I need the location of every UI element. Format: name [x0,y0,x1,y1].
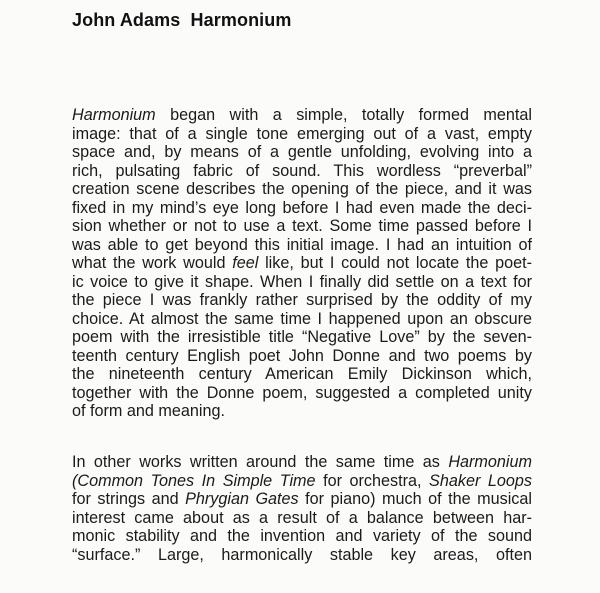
text-line [72,199,532,217]
text-line [72,347,532,365]
text-line [72,217,532,235]
text-run: “surface.” Large, harmonically stable key areas, often [72,545,532,564]
text-run: for orchestra, [315,471,430,490]
text-line [72,384,532,402]
text-run: of form and meaning. [72,402,225,420]
text-run: for strings and [72,490,186,508]
text-run: sion whether or not to use a text. Some time passed before I [72,217,532,235]
text-run: rich, pulsating fabric of sound. This wordless “preverbal” [72,161,532,180]
text-line [72,180,532,198]
text-line [72,162,532,180]
text-run: for piano) much of the musical [298,490,532,508]
text-run: In other works written around the same time as [72,453,449,471]
text-line [72,328,532,346]
italic-text: feel [232,254,259,272]
text-run: creation scene describes the opening of the piece, and it was [72,180,532,198]
text-run: the nineteenth century American Emily Dickinson which, [72,365,532,383]
text-line [72,402,225,420]
text-line [72,291,532,309]
text-line [72,273,532,291]
text-run: fixed in my mind’s eye long before I had even made the deci- [72,198,532,217]
text-line [72,453,532,471]
text-run: teenth century English poet John Donne and two poems by [72,346,532,365]
text-line [72,509,532,527]
text-run: choice. At almost the same time I happened upon an obscure [72,309,532,328]
italic-text: Phrygian Gates [185,490,299,508]
text-line [72,254,532,272]
text-run: the piece I was frankly rather surprised by the oddity of my [72,291,532,309]
italic-text: (Common Tones In Simple Time [72,471,316,490]
text-line [72,490,532,508]
text-line [72,365,532,383]
text-run: space and, by means of a gentle unfolding, evolving into a [72,143,532,161]
text-run: what the work would [72,254,233,272]
italic-text: Shaker Loops [429,471,532,490]
text-run: interest came about as a result of a balance between har- [72,508,532,527]
italic-text: Harmonium [72,106,156,124]
text-run: began with a simple, totally formed mental [155,106,532,124]
text-line [72,236,532,254]
italic-text: Harmonium [448,453,532,471]
text-line [72,310,532,328]
text-run: ic voice to give it shape. When I finally did settle on a text for [72,272,532,291]
text-run: image: that of a single tone emerging out of a vast, empty [72,124,532,143]
text-line [72,546,532,564]
text-run: was able to get beyond this initial image. I had an intuition of [72,235,532,254]
text-line [72,125,532,143]
text-run: together with the Donne poem, suggested a completed unity [72,383,532,402]
text-run: monic stability and the invention and variety of the sound [72,527,532,545]
text-run: poem with the irresistible title “Negative Love” by the seven- [72,328,532,346]
page-title: John Adams Harmonium [72,10,292,30]
text-line [72,143,532,161]
text-line [72,106,532,124]
text-line [72,472,532,490]
text-line [72,527,532,545]
text-run: like, but I could not locate the poet- [258,254,532,272]
